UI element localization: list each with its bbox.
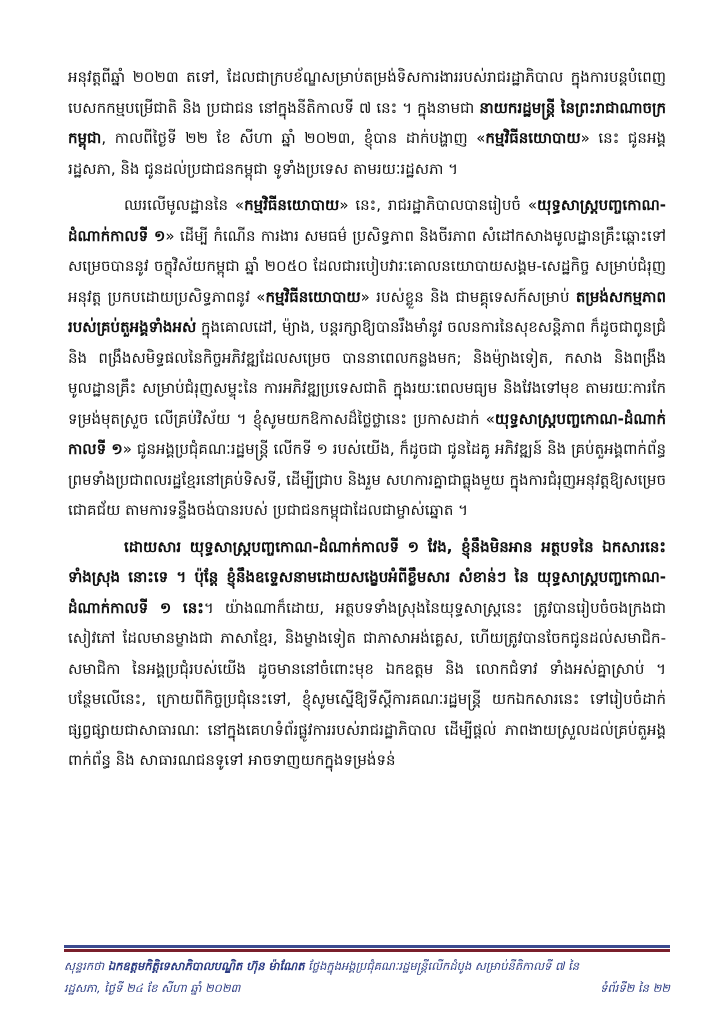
bold-run: នាយករដ្ឋមន្ត្រី នៃព្រះរាជាណាចក្រកម្ពុជា: [68, 98, 666, 147]
bold-run: កម្មវិធីនយោបាយ: [265, 287, 361, 306]
text-run: ក្នុងគោលដៅ, ម៉្យាង, បន្តរក្សាឱ្យបានរឹងមាំនូវ ចលនការនៃសុខសន្តិភាព ក៏ដូចជាពូនជ្រំ និង ពង្រឹងសមិទ្ធផលនៃកិច្ចអភិវឌ្ឍដែលសម្រេច បាននាពេលកន្លងមក; និងម៉្យាងទៀត, កសាង និងពង្រឹងមូលដ្ឋានគ្រឹះ សម្រាប់ជំរុញសម្ទុះនៃ ការអភិវឌ្ឍប្រទេសជាតិ ក្នុងរយៈពេលមធ្យម និងវែងទៅមុខ តាមរយៈការកែទម្រង់មុតស្រួច លើគ្រប់វិស័យ ។ ខ្ញុំសូមយកឱកាសដ៏ថ្លៃថ្លានេះ ប្រកាសដាក់ «: [68, 318, 667, 428]
footer-date: រដ្ឋសភា, ថ្ងៃទី ២៤ ខែ សីហា ឆ្នាំ ២០២៣: [64, 981, 241, 995]
bold-run: ដោយសារ យុទ្ធសាស្ត្របញ្ចកោណ-ដំណាក់កាលទី ១ វែង, ខ្ញុំនឹងមិនអាន អត្ថបទនៃ ឯកសារនេះទាំងស្រុង នោះទេ ។ ប៉ុន្តែ ខ្ញុំនឹងឧទ្ទេសនាមដោយសង្ខេបអំពីខ្លឹមសារ សំខាន់ៗ នៃ យុទ្ធសាស្ត្របញ្ចកោណ-ដំណាក់កាលទី ១ នេះ: [68, 537, 666, 617]
page-footer: [64, 955, 670, 999]
text-run: » ជូនអង្គប្រជុំគណៈរដ្ឋមន្ត្រី លើកទី ១ របស់យើង, ក៏ដូចជា ជូនដៃគូ អភិវឌ្ឍន៍ និង គ្រប់តួអង្គពាក់ព័ន្ធ ព្រមទាំងប្រជាពលរដ្ឋខ្មែរនៅគ្រប់ទិសទី, ដើម្បីជ្រាប និងរួម សហការគ្នាជាធ្លុងមួយ ក្នុងការជំរុញអនុវត្តឱ្យសម្រេចជោគជ័យ តាមការទន្ទឹងចង់បានរបស់ ប្រជាជនកម្ពុជាដែលជាម្ចាស់ឆ្នោត ។: [68, 440, 666, 519]
footer-text: ថ្លែងក្នុងអង្គប្រជុំគណៈរដ្ឋមន្ត្រីលើកដំបូង សម្រាប់នីតិកាលទី ៧ នៃ: [304, 959, 580, 973]
text-run: អនុវត្តពីឆ្នាំ ២០២៣ តទៅ, ដែលជាក្របខ័ណ្ឌសម្រាប់តម្រង់ទិសការងាររបស់រាជរដ្ឋាភិបាល ក្នុងការបន្តបំពេញបេសកកម្មបម្រើជាតិ និង ប្រជាជន នៅក្នុងនីតិកាលទី ៧ នេះ ។ ក្នុងនាមជា: [68, 68, 666, 117]
footer-speaker: ឯកឧត្តមកិត្តិទេសាភិបាលបណ្ឌិត ហ៊ុន ម៉ាណែត: [107, 959, 305, 973]
text-run: » របស់ខ្លួន និង ជាមគ្គុទេសក៍សម្រាប់: [360, 287, 576, 306]
footer-prefix: សុន្ទរកថា: [64, 959, 108, 973]
page-number: ទំព័រទី២ នៃ ២២: [600, 981, 670, 995]
bold-run: យុទ្ធសាស្ត្របញ្ចកោណ-ដំណាក់កាលទី ១: [68, 196, 667, 245]
document-body: [68, 62, 666, 782]
paragraph-1: [68, 62, 666, 184]
text-run: » ដើម្បី កំណើន ការងារ សមធម៌ ប្រសិទ្ធភាព និងចីរភាព សំដៅកសាងមូលដ្ឋានគ្រឹះឆ្ពោះទៅសម្រេចបាននូវ ចក្ខុវិស័យកម្ពុជា ឆ្នាំ ២០៥០ ដែលជារបៀបវារៈគោលនយោបាយសង្គម-សេដ្ឋកិច្ច សម្រាប់ជំរុញអនុវត្ត ប្រកបដោយប្រសិទ្ធភាពនូវ «: [68, 226, 667, 306]
text-run: , កាលពីថ្ងៃទី ២២ ខែ សីហា ឆ្នាំ ២០២៣, ខ្ញុំបាន ដាក់បង្ហាញ «: [101, 129, 486, 147]
footer-line-1: [64, 955, 670, 977]
bold-run: តម្រង់សកម្មភាព របស់គ្រប់តួអង្គទាំងអស់: [68, 287, 666, 336]
text-run: ។ យ៉ាងណាក៏ដោយ, អត្ថបទទាំងស្រុងនៃយុទ្ធសាស្ត្រនេះ ត្រូវបានរៀបចំចងក្រងជាសៀវភៅ ដែលមានម្ខាងជា ភាសាខ្មែរ, និងម្ខាងទៀត ជាភាសាអង់គ្លេស, ហើយត្រូវបានចែកជូនដល់សមាជិក-សមាជិកា នៃអង្គប្រជុំរបស់យើង ដូចមាននៅចំពោះមុខ ឯកឧត្តម និង លោកជំទាវ ទាំងអស់គ្នាស្រាប់ ។ បន្ថែមលើនេះ, ក្រោយពីកិច្ចប្រជុំនេះទៅ, ខ្ញុំសូមស្នើឱ្យទីស្តីការគណៈរដ្ឋមន្ត្រី យកឯកសារនេះ ទៅរៀបចំដាក់ផ្សព្វផ្សាយជាសាធារណៈ នៅក្នុងគេហទំព័រផ្លូវការរបស់រាជរដ្ឋាភិបាល ដើម្បីផ្តល់ ភាពងាយស្រួលដល់គ្រប់តួអង្គពាក់ព័ន្ធ និង សាធារណជនទូទៅ អាចទាញយកក្នុងទម្រង់ទន់: [68, 598, 666, 769]
text-run: » នេះ, រាជរដ្ឋាភិបាលបានរៀបចំ «: [339, 196, 538, 214]
bold-run: យុទ្ធសាស្ត្របញ្ចកោណ-ដំណាក់កាលទី ១: [68, 409, 666, 458]
paragraph-3: [68, 532, 666, 776]
text-run: » នេះ ជូនអង្គរដ្ឋសភា, និង ជូនដល់ប្រជាជនកម្ពុជា ទូទាំងប្រទេស តាមរយៈរដ្ឋសភា ។: [68, 129, 666, 178]
paragraph-2: [68, 190, 666, 526]
bold-run: កម្មវិធីនយោបាយ: [485, 129, 581, 147]
footer-divider: [64, 945, 670, 948]
text-run: ឈរលើមូលដ្ឋាននៃ «: [124, 196, 245, 214]
footer-line-2: [64, 977, 670, 999]
bold-run: កម្មវិធីនយោបាយ: [244, 196, 340, 214]
